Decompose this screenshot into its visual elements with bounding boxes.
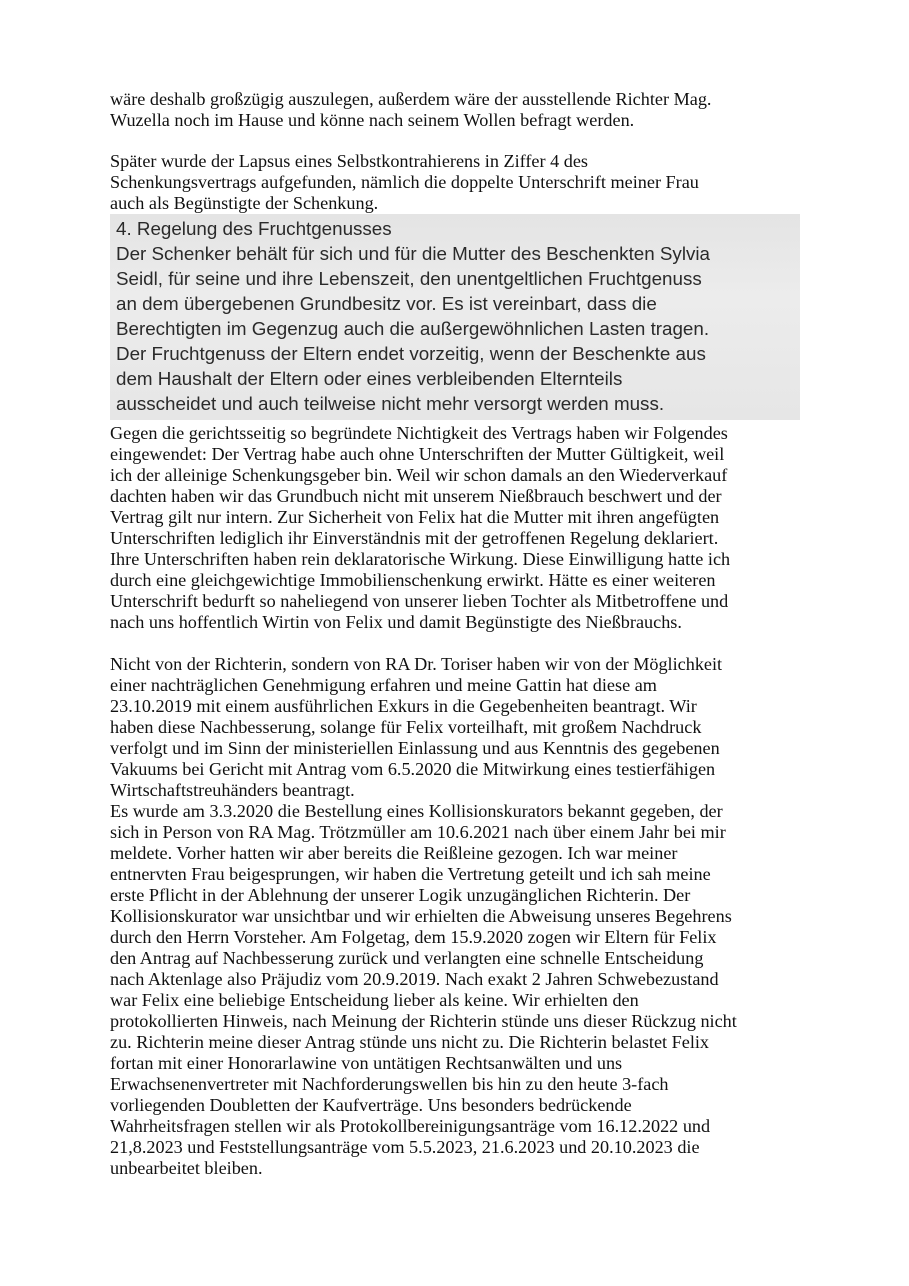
paragraph-objection bbox=[110, 423, 810, 633]
text-line: ich der alleinige Schenkungsgeber bin. Weil wir schon damals an den Wiederverkauf bbox=[110, 465, 728, 485]
paragraph-lapsus bbox=[110, 151, 810, 214]
scan-line: Der Schenker behält für sich und für die Mutter des Beschenkten Sylvia bbox=[116, 243, 711, 264]
scan-line: Berechtigten im Gegenzug auch die außergewöhnlichen Lasten tragen. bbox=[116, 318, 710, 339]
text-line: Vakuums bei Gericht mit Antrag vom 6.5.2020 die Mitwirkung eines testierfähigen bbox=[110, 759, 716, 779]
text-line: Unterschrift bedurft so naheliegend von unserer lieben Tochter als Mitbetroffene und bbox=[110, 591, 729, 611]
text-line: haben diese Nachbesserung, solange für Felix vorteilhaft, mit großem Nachdruck bbox=[110, 717, 702, 737]
text-line: Wirtschaftstreuhänders beantragt. bbox=[110, 780, 355, 800]
text-line: Es wurde am 3.3.2020 die Bestellung eines Kollisionskurators bekannt gegeben, der bbox=[110, 801, 723, 821]
text-line: auch als Begünstigte der Schenkung. bbox=[110, 193, 379, 213]
text-line: den Antrag auf Nachbesserung zurück und verlangten eine schnelle Entscheidung bbox=[110, 948, 704, 968]
text-line: unbearbeitet bleiben. bbox=[110, 1158, 263, 1178]
text-line: eingewendet: Der Vertrag habe auch ohne Unterschriften der Mutter Gültigkeit, weil bbox=[110, 444, 725, 464]
scan-line: an dem übergebenen Grundbesitz vor. Es ist vereinbart, dass die bbox=[116, 293, 657, 314]
text-line: durch den Herrn Vorsteher. Am Folgetag, dem 15.9.2020 zogen wir Eltern für Felix bbox=[110, 927, 717, 947]
text-line: fortan mit einer Honorarlawine von untätigen Rechtsanwälten und uns bbox=[110, 1053, 623, 1073]
text-line: Unterschriften lediglich ihr Einverständnis mit der getroffenen Regelung deklariert. bbox=[110, 528, 719, 548]
text-line: 21,8.2023 und Feststellungsanträge vom 5.5.2023, 21.6.2023 und 20.10.2023 die bbox=[110, 1137, 700, 1157]
text-line: Erwachsenenvertreter mit Nachforderungswellen bis hin zu den heute 3-fach bbox=[110, 1074, 669, 1094]
scan-heading: 4. Regelung des Fruchtgenusses bbox=[116, 218, 392, 239]
text-line: Wuzella noch im Hause und könne nach seinem Wollen befragt werden. bbox=[110, 110, 635, 130]
text-line: meldete. Vorher hatten wir aber bereits die Reißleine gezogen. Ich war meiner bbox=[110, 843, 678, 863]
scanned-contract-text bbox=[116, 216, 710, 416]
text-line: wäre deshalb großzügig auszulegen, außerdem wäre der ausstellende Richter Mag. bbox=[110, 89, 712, 109]
text-line: Gegen die gerichtsseitig so begründete Nichtigkeit des Vertrags haben wir Folgendes bbox=[110, 423, 728, 443]
text-line: Schenkungsvertrags aufgefunden, nämlich die doppelte Unterschrift meiner Frau bbox=[110, 172, 699, 192]
scan-line: Seidl, für seine und ihre Lebenszeit, den unentgeltlichen Fruchtgenuss bbox=[116, 268, 702, 289]
scan-line: dem Haushalt der Eltern oder eines verbleibenden Elternteils bbox=[116, 368, 623, 389]
scan-line: Der Fruchtgenuss der Eltern endet vorzeitig, wenn der Beschenkte aus bbox=[116, 343, 706, 364]
text-line: erste Pflicht in der Ablehnung der unserer Logik unzugänglichen Richterin. Der bbox=[110, 885, 691, 905]
text-line: entnervten Frau beigesprungen, wir haben die Vertretung geteilt und ich sah meine bbox=[110, 864, 711, 884]
text-line: einer nachträglichen Genehmigung erfahren und meine Gattin hat diese am bbox=[110, 675, 657, 695]
scan-line: ausscheidet und auch teilweise nicht mehr versorgt werden muss. bbox=[116, 393, 665, 414]
text-line: nach Aktenlage also Präjudiz vom 20.9.2019. Nach exakt 2 Jahren Schwebezustand bbox=[110, 969, 719, 989]
paragraph-proceedings bbox=[110, 654, 810, 1179]
text-line: zu. Richterin meine dieser Antrag stünde uns nicht zu. Die Richterin belastet Felix bbox=[110, 1032, 710, 1052]
text-line: Ihre Unterschriften haben rein deklaratorische Wirkung. Diese Einwilligung hatte ich bbox=[110, 549, 731, 569]
text-line: sich in Person von RA Mag. Trötzmüller am 10.6.2021 nach über einem Jahr bei mir bbox=[110, 822, 726, 842]
text-line: Vertrag gilt nur intern. Zur Sicherheit von Felix hat die Mutter mit ihren angefügten bbox=[110, 507, 720, 527]
paragraph-interpretation bbox=[110, 89, 810, 131]
scanned-contract-excerpt bbox=[110, 214, 800, 420]
text-line: durch eine gleichgewichtige Immobilienschenkung erwirkt. Hätte es einer weiteren bbox=[110, 570, 716, 590]
text-line: war Felix eine beliebige Entscheidung lieber als keine. Wir erhielten den bbox=[110, 990, 639, 1010]
text-line: Später wurde der Lapsus eines Selbstkontrahierens in Ziffer 4 des bbox=[110, 151, 588, 171]
text-line: protokollierten Hinweis, nach Meinung der Richterin stünde uns dieser Rückzug nicht bbox=[110, 1011, 737, 1031]
text-line: Wahrheitsfragen stellen wir als Protokollbereinigungsanträge vom 16.12.2022 und bbox=[110, 1116, 711, 1136]
text-line: Kollisionskurator war unsichtbar und wir erhielten die Abweisung unseres Begehrens bbox=[110, 906, 732, 926]
text-line: 23.10.2019 mit einem ausführlichen Exkurs in die Gegebenheiten beantragt. Wir bbox=[110, 696, 697, 716]
text-line: nach uns hoffentlich Wirtin von Felix und damit Begünstigte des Nießbrauchs. bbox=[110, 612, 682, 632]
text-line: verfolgt und im Sinn der ministeriellen Einlassung und aus Kenntnis des gegebenen bbox=[110, 738, 720, 758]
text-line: dachten haben wir das Grundbuch nicht mit unserem Nießbrauch beschwert und der bbox=[110, 486, 722, 506]
text-line: Nicht von der Richterin, sondern von RA Dr. Toriser haben wir von der Möglichkeit bbox=[110, 654, 723, 674]
text-line: vorliegenden Doubletten der Kaufverträge. Uns besonders bedrückende bbox=[110, 1095, 632, 1115]
